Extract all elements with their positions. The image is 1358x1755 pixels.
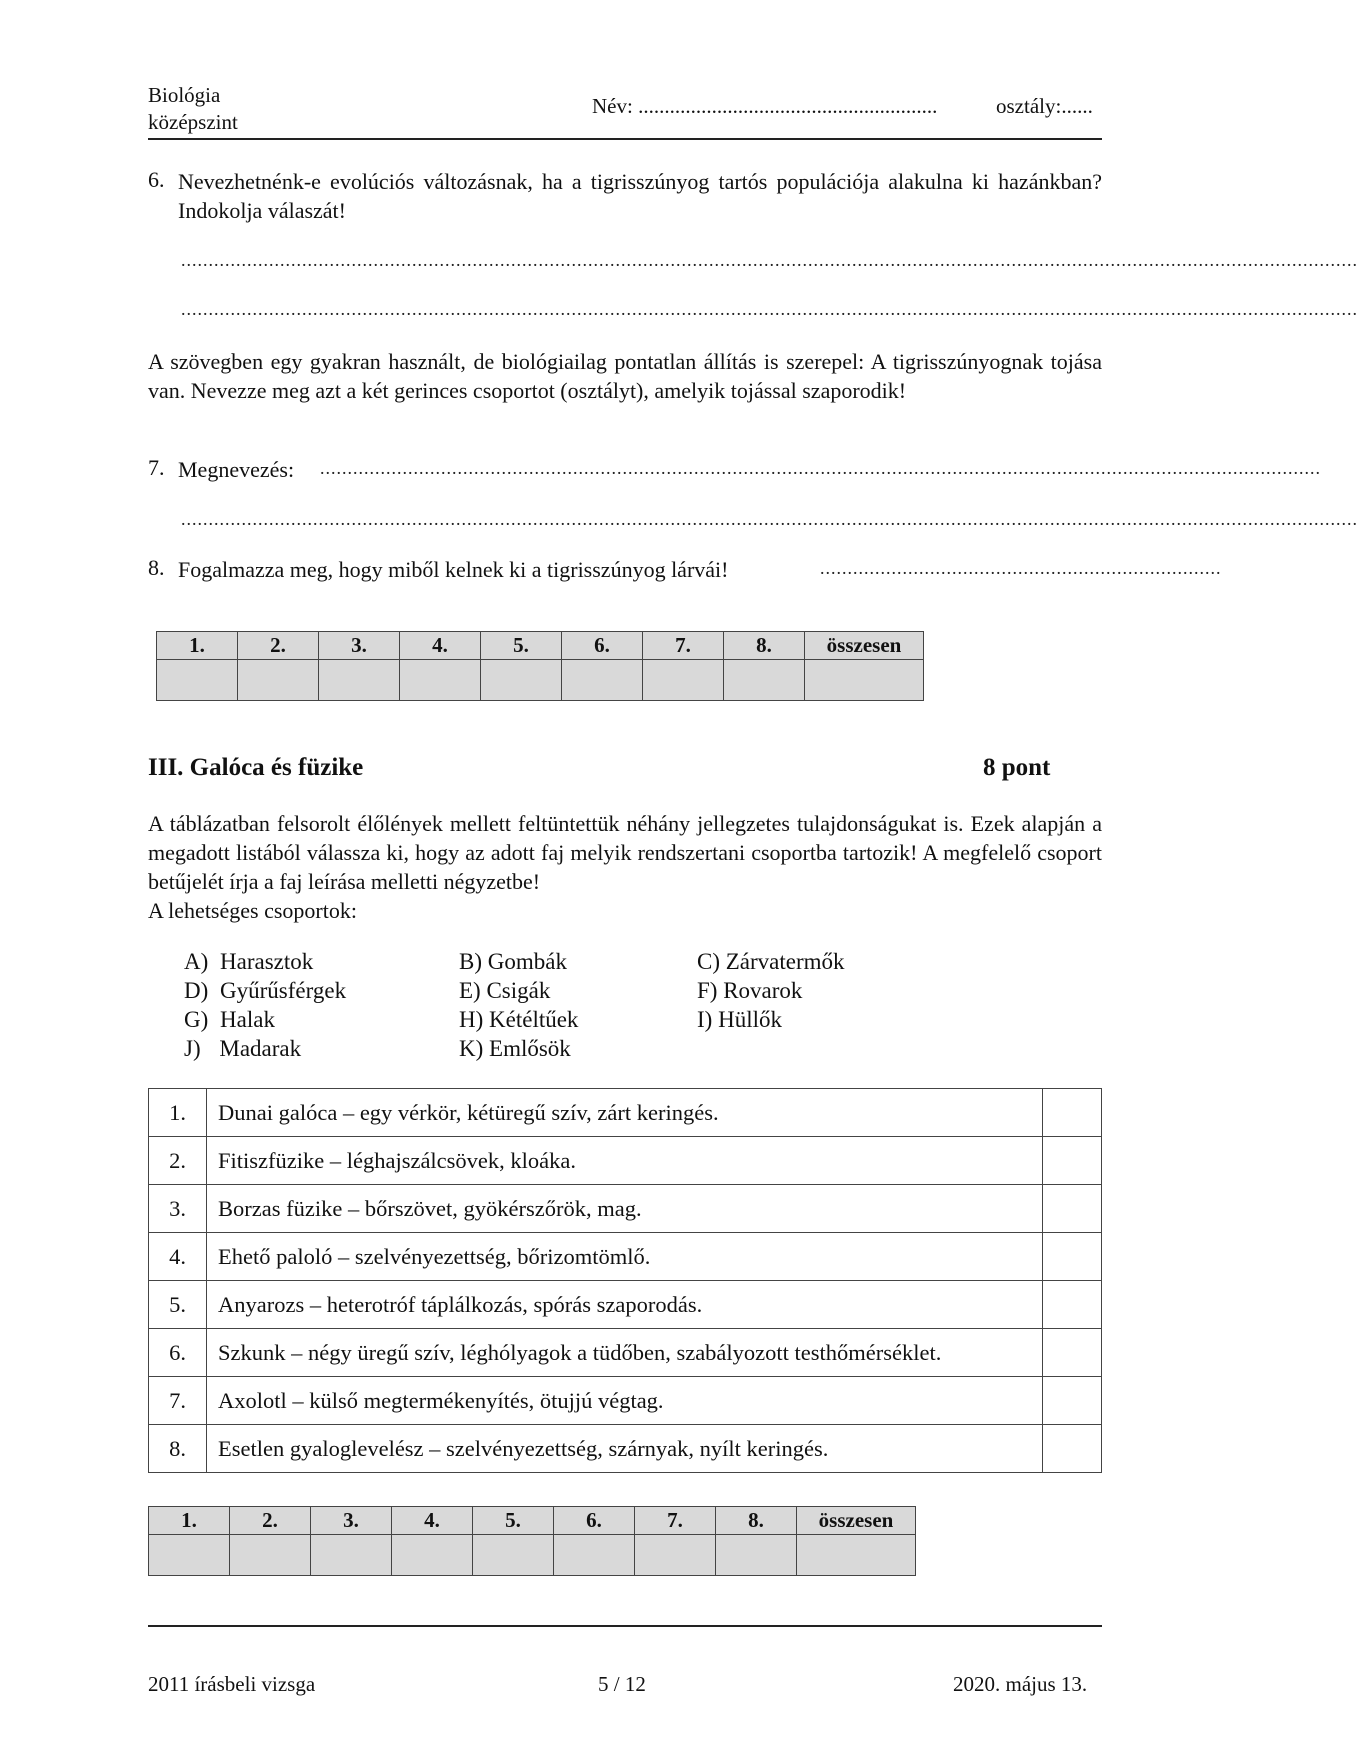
- score-table-header: [157, 632, 924, 660]
- score-header-cell: 8.: [716, 1507, 797, 1535]
- score-entry-cell[interactable]: [481, 660, 562, 701]
- score-entry-cell[interactable]: [562, 660, 643, 701]
- score-entry-cell[interactable]: [724, 660, 805, 701]
- question-7-number: 7.: [148, 455, 165, 480]
- row-number: 7.: [149, 1377, 207, 1425]
- option-d: D) Gyűrűsférgek: [184, 978, 347, 1003]
- row-description: Axolotl – külső megtermékenyítés, ötujjú végtag.: [207, 1377, 1043, 1425]
- answer-box[interactable]: [1043, 1377, 1102, 1425]
- score-entry-cell[interactable]: [149, 1535, 230, 1576]
- score-entry-cell[interactable]: [473, 1535, 554, 1576]
- row-description: Ehető paloló – szelvényezettség, bőrizomtömlő.: [207, 1233, 1043, 1281]
- score-header-cell: 1.: [157, 632, 238, 660]
- score-table-header: [149, 1507, 916, 1535]
- row-description: Dunai galóca – egy vérkör, kétüregű szív, zárt keringés.: [207, 1089, 1043, 1137]
- footer-divider: [148, 1625, 1102, 1627]
- option-f: F) Rovarok: [697, 978, 803, 1003]
- page-number: 5 / 12: [598, 1672, 646, 1696]
- answer-box[interactable]: [1043, 1137, 1102, 1185]
- table-row: [149, 1137, 1102, 1185]
- section-title: III. Galóca és füzike: [148, 754, 364, 781]
- row-number: 4.: [149, 1233, 207, 1281]
- answer-box[interactable]: [1043, 1089, 1102, 1137]
- intro-paragraph: A szövegben egy gyakran használt, de biológiailag pontatlan állítás is szerepel: A tigrisszúnyognak tojása van. Nevezze meg azt a két gerinces csoportot (osztályt), amelyik tojással szaporodik!: [148, 349, 1102, 403]
- answer-line-6b[interactable]: ......................................................................................................................................................................................................................: [181, 299, 1358, 319]
- header-divider: [148, 138, 1102, 140]
- score-header-cell: 8.: [724, 632, 805, 660]
- answer-box[interactable]: [1043, 1329, 1102, 1377]
- score-header-cell: 3.: [319, 632, 400, 660]
- score-header-total: összesen: [797, 1507, 916, 1535]
- question-7-label: Megnevezés:: [178, 457, 295, 482]
- score-header-cell: 4.: [392, 1507, 473, 1535]
- score-entry-cell[interactable]: [554, 1535, 635, 1576]
- score-header-total: összesen: [805, 632, 924, 660]
- answer-line-7a[interactable]: ......................................................................................................................................................................................: [320, 458, 1321, 478]
- score-entry-cell[interactable]: [319, 660, 400, 701]
- score-header-cell: 5.: [481, 632, 562, 660]
- name-field[interactable]: Név: .........................................................: [592, 94, 938, 118]
- table-row: [149, 1281, 1102, 1329]
- score-header-cell: 5.: [473, 1507, 554, 1535]
- table-row: [149, 1329, 1102, 1377]
- score-entry-total[interactable]: [805, 660, 924, 701]
- row-description: Fitiszfüzike – léghajszálcsövek, kloáka.: [207, 1137, 1043, 1185]
- score-header-cell: 4.: [400, 632, 481, 660]
- score-entry-cell[interactable]: [643, 660, 724, 701]
- row-description: Borzas füzike – bőrszövet, gyökérszőrök, mag.: [207, 1185, 1043, 1233]
- option-j: J) Madarak: [184, 1036, 302, 1061]
- answer-line-6a[interactable]: ......................................................................................................................................................................................................................: [181, 250, 1358, 270]
- answer-box[interactable]: [1043, 1425, 1102, 1473]
- option-g: G) Halak: [184, 1007, 275, 1032]
- row-number: 2.: [149, 1137, 207, 1185]
- table-row: [149, 1089, 1102, 1137]
- answer-box[interactable]: [1043, 1281, 1102, 1329]
- score-header-cell: 6.: [562, 632, 643, 660]
- row-description: Esetlen gyaloglevelész – szelvényezettség, szárnyak, nyílt keringés.: [207, 1425, 1043, 1473]
- score-table-2: [148, 1506, 916, 1576]
- question-8-number: 8.: [148, 555, 165, 580]
- score-header-cell: 3.: [311, 1507, 392, 1535]
- option-h: H) Kétéltűek: [459, 1007, 579, 1032]
- score-entry-cell[interactable]: [311, 1535, 392, 1576]
- class-field[interactable]: osztály:......: [996, 94, 1093, 118]
- option-a: A) Harasztok: [184, 949, 314, 974]
- score-entry-cell[interactable]: [635, 1535, 716, 1576]
- question-6-number: 6.: [148, 167, 165, 192]
- section-instructions: A táblázatban felsorolt élőlények mellett feltüntettük néhány jellegzetes tulajdonságukat is. Ezek alapján a megadott listából válassza ki, hogy az adott faj melyik rendszertani csoportba tartozik! A megfelelő csoport betűjelét írja a faj leírása melletti négyzetbe!: [148, 811, 1102, 894]
- table-row: [149, 1185, 1102, 1233]
- score-table-1: [156, 631, 924, 701]
- row-number: 1.: [149, 1089, 207, 1137]
- option-c: C) Zárvatermők: [697, 949, 845, 974]
- section-points: 8 pont: [983, 754, 1051, 781]
- row-description: Anyarozs – heterotróf táplálkozás, spórás szaporodás.: [207, 1281, 1043, 1329]
- answer-line-7b[interactable]: ......................................................................................................................................................................................................................: [181, 509, 1358, 529]
- footer-exam-code: 2011 írásbeli vizsga: [148, 1672, 316, 1696]
- option-b: B) Gombák: [459, 949, 567, 974]
- option-k: K) Emlősök: [459, 1036, 571, 1061]
- question-6-text: Nevezhetnénk-e evolúciós változásnak, ha a tigrisszúnyog tartós populációja alakulna ki hazánkban? Indokolja válaszát!: [178, 169, 1102, 223]
- score-entry-cell[interactable]: [157, 660, 238, 701]
- score-header-cell: 6.: [554, 1507, 635, 1535]
- row-number: 5.: [149, 1281, 207, 1329]
- option-i: I) Hüllők: [697, 1007, 782, 1032]
- row-description: Szkunk – négy üregű szív, léghólyagok a tüdőben, szabályozott testhőmérséklet.: [207, 1329, 1043, 1377]
- score-entry-cell[interactable]: [716, 1535, 797, 1576]
- score-header-cell: 2.: [238, 632, 319, 660]
- option-e: E) Csigák: [459, 978, 551, 1003]
- row-number: 8.: [149, 1425, 207, 1473]
- score-entry-total[interactable]: [797, 1535, 916, 1576]
- subject-name: Biológia: [148, 83, 221, 107]
- score-header-cell: 7.: [643, 632, 724, 660]
- score-entry-cell[interactable]: [230, 1535, 311, 1576]
- footer-date: 2020. május 13.: [953, 1672, 1088, 1696]
- groups-label: A lehetséges csoportok:: [148, 898, 357, 923]
- classification-table: [148, 1088, 1102, 1473]
- table-row: [149, 1425, 1102, 1473]
- score-entry-cell[interactable]: [400, 660, 481, 701]
- answer-box[interactable]: [1043, 1185, 1102, 1233]
- row-number: 6.: [149, 1329, 207, 1377]
- question-8-text: Fogalmazza meg, hogy miből kelnek ki a tigrisszúnyog lárvái!: [178, 557, 729, 582]
- row-number: 3.: [149, 1185, 207, 1233]
- score-table-entry-row: [157, 660, 924, 701]
- score-entry-cell[interactable]: [392, 1535, 473, 1576]
- score-header-cell: 1.: [149, 1507, 230, 1535]
- score-header-cell: 2.: [230, 1507, 311, 1535]
- answer-box[interactable]: [1043, 1233, 1102, 1281]
- answer-line-8[interactable]: .........................................................................: [820, 558, 1222, 578]
- score-entry-cell[interactable]: [238, 660, 319, 701]
- table-row: [149, 1233, 1102, 1281]
- subject-label: [148, 82, 238, 136]
- table-row: [149, 1377, 1102, 1425]
- subject-level: középszint: [148, 110, 238, 134]
- score-header-cell: 7.: [635, 1507, 716, 1535]
- score-table-entry-row: [149, 1535, 916, 1576]
